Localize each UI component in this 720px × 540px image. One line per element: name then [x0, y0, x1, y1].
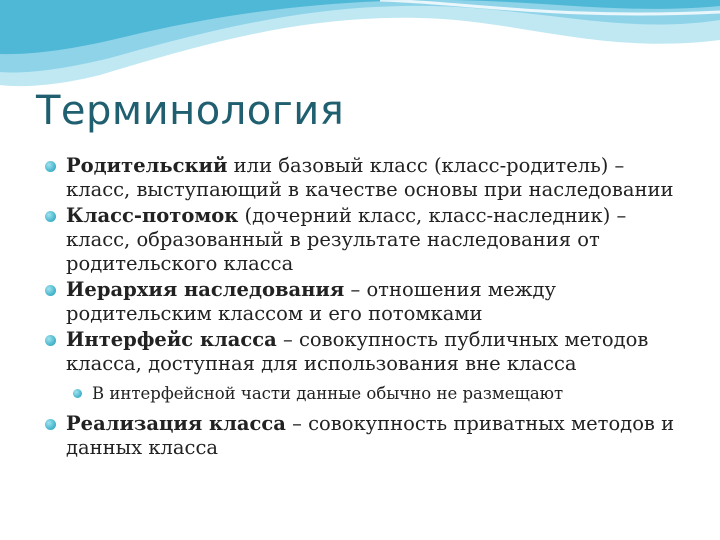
- term-definition: – отношения между родительским классом и его потомками: [66, 278, 556, 325]
- slide-title: Терминология: [36, 88, 345, 134]
- term-label: Родительский: [66, 154, 228, 177]
- bullet-icon: [45, 161, 56, 172]
- term-definition: или базовый класс (класс-родитель) – класс, выступающий в качестве основы при наследовании: [66, 154, 674, 201]
- sub-list-item: [72, 382, 684, 406]
- header-wave-decoration: [0, 0, 720, 95]
- term-label: Класс-потомок: [66, 204, 239, 227]
- bullet-icon: [73, 389, 82, 398]
- term-label: Интерфейс класса: [66, 328, 277, 351]
- list-item: [44, 204, 684, 276]
- sub-item-text: В интерфейсной части данные обычно не размещают: [92, 384, 564, 403]
- bullet-icon: [45, 335, 56, 346]
- bullet-icon: [45, 419, 56, 430]
- list-item: [44, 154, 684, 202]
- term-definition: – совокупность публичных методов класса, доступная для использования вне класса: [66, 328, 649, 375]
- bullet-icon: [45, 211, 56, 222]
- bullet-icon: [45, 285, 56, 296]
- bullet-list: [44, 154, 684, 460]
- term-label: Иерархия наследования: [66, 278, 345, 301]
- term-label: Реализация класса: [66, 412, 286, 435]
- term-definition: – совокупность приватных методов и данных класса: [66, 412, 675, 459]
- list-item: [44, 412, 684, 460]
- list-item: [44, 278, 684, 326]
- term-definition: (дочерний класс, класс-наследник) – класс, образованный в результате наследования от родительского класса: [66, 204, 627, 275]
- list-item: [44, 328, 684, 376]
